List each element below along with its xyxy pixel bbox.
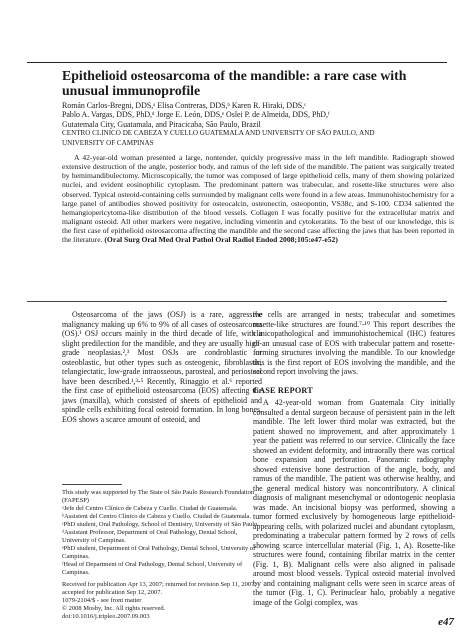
footnote-affiliation: ᵇAssistent del Centro Clínico de Cabeza y Cuello. Ciudad de Guatemala. — [62, 513, 252, 520]
abstract-text: A 42-year-old woman presented a large, nontender, quickly progressive mass in the left mandible. Radiograph showed extensive destruction of the angle, posterior body, and ramus of the left side of the mandible. The patient was surgically treated by hemimandibulectomy. Microscopically, the tumor was composed of large epithelioid cells, many of them showing polarized nuclei, and evident eosinophilic cytoplasm. The predominant pattern was trabecular, and rosette-like structures were also observed. Typical osteoid-containing cells surrounded by malignant cells were found in a few areas. Immunohistochemistry for a large panel of antibodies showed positivity for osteocalcin, osteonectin, osteopontin, VS38c, and S-100. CD34 saliented the hemangiopericytoma-like distribution of the blood vessels. Collagen I was focally positive for the extracellular matrix and malignant osteoid. All other markers were negative, including vimentin and cytokeratins. To the best of our knowledge, this is the first case of epithelioid osteosarcoma affecting the mandible and the second case affecting the jaws that has been reported in the literature. — [62, 153, 454, 245]
institution-line: UNIVERSITY OF CAMPINAS — [62, 138, 154, 147]
footnote-affiliation: ᶜPhD student, Oral Pathology, School of Dentistry, University of São Paulo. — [62, 521, 259, 528]
footnote-affiliation: ᶠHead of Department of Oral Pathology, Dental School, University of Campinas. — [62, 561, 243, 576]
page-number: e47 — [438, 616, 454, 628]
footnotes — [62, 484, 262, 621]
copyright-note: © 2008 Mosby, Inc. All rights reserved. — [62, 605, 166, 612]
footnote-affiliation: ᵉPhD student, Department of Oral Pathology, Dental School, University of Campinas. — [62, 545, 256, 560]
issn-note: 1079-2104/$ - see front matter — [62, 597, 142, 604]
abstract — [62, 153, 454, 245]
funding-note: This study was supported by The State of São Paulo Research Foundation (FAPESP) — [62, 489, 255, 504]
intro-paragraph: Osteosarcoma of the jaws (OSJ) is a rare, aggressive malignancy making up 6% to 9% of all cases of osteosarcoma (OS).¹ OSJ occurs mainly in the third decade of life, with a slight predilection for the mandible, and they are usually high-grade neoplasias.²,³ Most OSJs are condroblastic or osteoblastic, but other types such as osteogenic, fibroblastic, telangiectatic, low-grade intraosseous, parosteal, and periosteal have been described.¹,³-⁵ Recently, Rinaggio et al.⁶ reported the first case of epithelioid osteosarcoma (EOS) affecting the jaws (maxilla), which consisted of sheets of epithelioid and spindle cells exhibiting focal osteoid formation. In long bones, EOS shows a scarce amount of osteoid, and — [62, 310, 262, 424]
section-divider — [27, 301, 447, 302]
right-column — [253, 310, 455, 607]
intro-continuation: the cells are arranged in nests; trabecular and sometimes rosette-like structures are found.⁷-¹⁰ This report describes the clinicopathological and immunohistochemical (IHC) features of an unusual case of EOS with trabecular pattern and rosette-forming structures involving the mandible. To our knowledge this is the first report of EOS involving the mandible, and the second report involving the jaws. — [253, 310, 455, 376]
top-rule — [27, 62, 447, 63]
footnote-affiliation: ᵃJefe del Centro Clínico de Cabeza y Cuello. Ciudad de Guatemala. — [62, 505, 238, 512]
author-line: Pablo A. Vargas, DDS, PhD,ᵈ Jorge E. León, DDS,ᵉ Oslei P. de Almeida, DDS, PhD,ᶠ — [62, 110, 330, 120]
article-title: Epithelioid osteosarcoma of the mandible: a rare case with unusual immunoprofile — [62, 68, 407, 98]
left-column — [62, 310, 262, 424]
doi-note: doi:10.1016/j.tripleo.2007.09.003 — [62, 613, 150, 620]
author-line: Román Carlos-Bregni, DDS,ᵃ Elisa Contreras, DDS,ᵇ Karen R. Hiraki, DDS,ᶜ — [62, 101, 307, 110]
footnote-affiliation: ᵈAssistant Professor, Department of Oral Pathology, Dental School, University of Campinas. — [62, 529, 238, 544]
institution-line: CENTRO CLINICO DE CABEZA Y CUELLO GUATEMALA AND UNIVERSITY OF SÃO PAULO, AND — [62, 129, 375, 138]
author-block — [62, 101, 457, 148]
footnote-rule — [62, 484, 122, 485]
citation: (Oral Surg Oral Med Oral Pathol Oral Radiol Endod 2008;105:e47-e52) — [104, 235, 338, 245]
case-report-paragraph: A 42-year-old woman from Guatemala City initially consulted a dental surgeon because of persistent pain in the left mandible. The left lower third molar was extracted, but the patient showed no improvement, and after approximately 1 year the patient was referred to our service. Clinically the face showed an evident deformity, and intraorally there was cortical bone expansion and perforation. Panoramic radiography showed extensive bone destruction of the angle, body, and ramus of the mandible. The patient was otherwise healthy, and the general medical history was noncontributory. A clinical diagnosis of malignant mesenchymal or odontogenic neoplasia was made. An incisional biopsy was performed, showing a tumor formed exclusively by homogeneous large epithelioid-appearing cells, with polarized nuclei and abundant cytoplasm, predominating a trabecular pattern formed by 2 rows of cells showing scarce intercellular material (Fig. 1, A). Rosette-like structures were found, containing fibrilar matrix in the center (Fig. 1, B). Malignant cells were also aligned in palisade around most blood vessels. Typical osteoid material involved by and containing malignant cells were seen in scarce areas of the tumor (Fig. 1, C). Perinuclear halo, probably a negative image of the Golgi complex, was — [253, 398, 455, 607]
case-report-heading: CASE REPORT — [253, 385, 313, 395]
received-note: Received for publication Apr 13, 2007; returned for revision Sep 11, 2007; accepted for publication Sep 12, 2007. — [62, 581, 257, 596]
affiliation-line: Gutatemala City, Guatamala, and Piracicaba, São Paulo, Brazil — [62, 119, 261, 129]
